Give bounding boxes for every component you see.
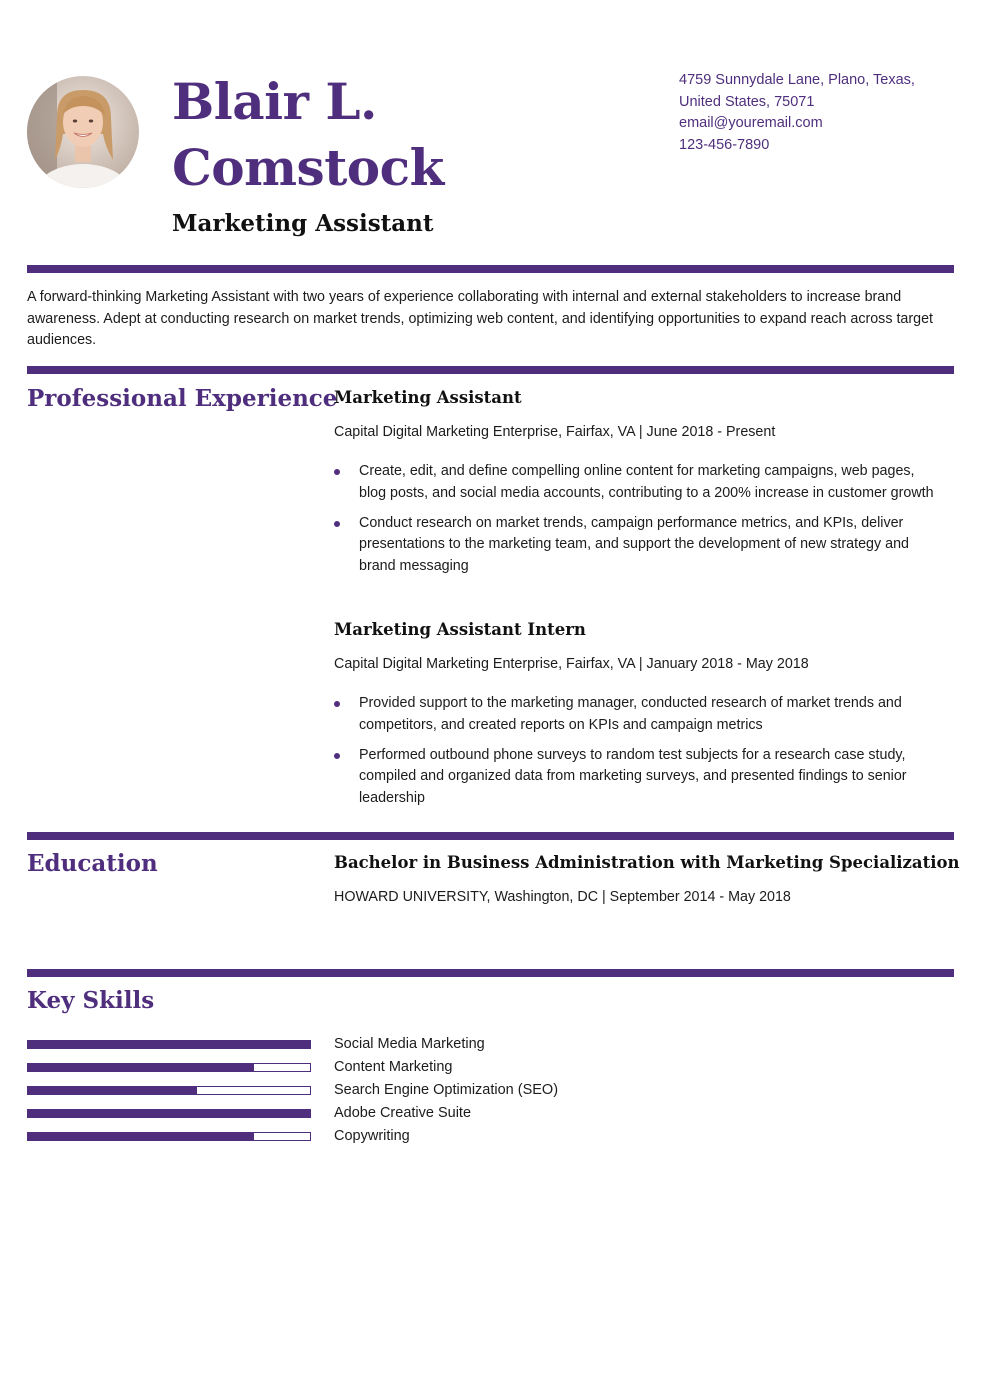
divider (27, 265, 954, 273)
name-last: Comstock (172, 138, 444, 197)
skill-label: Search Engine Optimization (SEO) (334, 1082, 559, 1098)
avatar (27, 76, 139, 188)
name-first: Blair L. (172, 72, 377, 131)
education-meta: HOWARD UNIVERSITY, Washington, DC | September 2014 - May 2018 (334, 889, 791, 905)
divider (27, 832, 954, 840)
skill-bar (27, 1063, 311, 1072)
skills-heading: Key Skills (27, 987, 155, 1014)
list-item: Conduct research on market trends, campaign performance metrics, and KPIs, deliver presentations to the marketing team, and support the development of new strategy and brand messaging (334, 513, 944, 578)
skill-label: Adobe Creative Suite (334, 1105, 472, 1121)
job-title: Marketing Assistant (172, 210, 434, 237)
job-title-1: Marketing Assistant (334, 388, 522, 407)
experience-heading: Professional Experience (27, 385, 338, 412)
contact-block (679, 70, 959, 156)
skill-label: Content Marketing (334, 1059, 453, 1075)
skill-bar (27, 1109, 311, 1118)
bullet-dot-icon (334, 753, 340, 759)
skill-bar (27, 1086, 311, 1095)
phone[interactable]: 123-456-7890 (679, 136, 770, 153)
skill-bar-fill (28, 1041, 310, 1048)
summary: A forward-thinking Marketing Assistant with two years of experience collaborating with internal and external stakeholders to increase brand awareness. Adept at conducting research on market trends, optimizing web content, and identifying opportunities to expand reach across target audiences. (27, 289, 934, 348)
skill-bar (27, 1132, 311, 1141)
job-meta-2: Capital Digital Marketing Enterprise, Fairfax, VA | January 2018 - May 2018 (334, 656, 809, 672)
skill-bar (27, 1040, 311, 1049)
divider (27, 366, 954, 374)
bullet-dot-icon (334, 469, 340, 475)
address-line-1: 4759 Sunnydale Lane, Plano, Texas, (679, 72, 915, 88)
degree: Bachelor in Business Administration with Marketing Specialization (334, 853, 960, 872)
address-line-2: United States, 75071 (679, 93, 815, 110)
job-bullets-1 (334, 461, 944, 586)
skill-label: Social Media Marketing (334, 1036, 485, 1052)
bullet-dot-icon (334, 521, 340, 527)
job-meta-1: Capital Digital Marketing Enterprise, Fairfax, VA | June 2018 - Present (334, 424, 776, 440)
list-item: Create, edit, and define compelling online content for marketing campaigns, web pages, blog posts, and social media accounts, contributing to a 200% increase in customer growth (334, 461, 944, 504)
skill-label: Copywriting (334, 1128, 410, 1144)
list-item: Provided support to the marketing manager, conducted research of market trends and competitors, and created reports on KPIs and campaign metrics (334, 693, 944, 736)
skill-bar-fill (28, 1087, 197, 1094)
skill-bar-fill (28, 1064, 254, 1071)
email[interactable]: email@youremail.com (679, 115, 823, 131)
avatar-photo (27, 76, 139, 188)
education-heading: Education (27, 850, 158, 877)
bullet-dot-icon (334, 701, 340, 707)
list-item: Performed outbound phone surveys to random test subjects for a research case study, compiled and organized data from marketing surveys, and presented findings to senior leadership (334, 745, 944, 810)
skill-bar-fill (28, 1133, 254, 1140)
skill-bar-fill (28, 1110, 310, 1117)
divider (27, 969, 954, 977)
job-title-2: Marketing Assistant Intern (334, 620, 586, 639)
job-bullets-2 (334, 693, 944, 818)
